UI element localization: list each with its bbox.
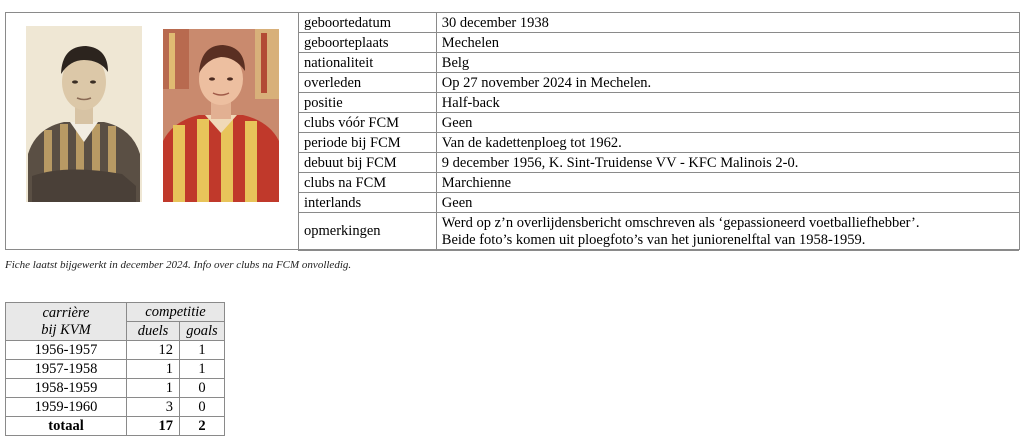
row-value: Geen	[436, 193, 1019, 213]
row-label: debuut bij FCM	[299, 153, 437, 173]
career-table	[5, 302, 225, 436]
profile-table	[298, 13, 1019, 251]
career-header-line-1: carrière	[42, 304, 90, 321]
duels-cell: 1	[127, 360, 180, 379]
career-row	[6, 379, 225, 398]
profile-row-clubs-after	[299, 173, 1020, 193]
row-label: geboortedatum	[299, 13, 437, 33]
profile-row-birthplace	[299, 33, 1020, 53]
profile-row-period	[299, 133, 1020, 153]
row-value: Marchienne	[436, 173, 1019, 193]
season-cell: 1957-1958	[6, 360, 127, 379]
row-label: clubs na FCM	[299, 173, 437, 193]
row-value: 30 december 1938	[436, 13, 1019, 33]
row-value: Op 27 november 2024 in Mechelen.	[436, 73, 1019, 93]
row-label: clubs vóór FCM	[299, 113, 437, 133]
duels-cell: 12	[127, 341, 180, 360]
player-photo-2-image	[163, 29, 279, 202]
row-label: positie	[299, 93, 437, 113]
row-label: interlands	[299, 193, 437, 213]
profile-row-birthdate	[299, 13, 1020, 33]
career-row	[6, 360, 225, 379]
season-cell: 1959-1960	[6, 398, 127, 417]
row-label: nationaliteit	[299, 53, 437, 73]
photo-cell	[6, 13, 299, 249]
profile-row-debut	[299, 153, 1020, 173]
career-header-line-2: bij KVM	[41, 321, 91, 338]
row-label: overleden	[299, 73, 437, 93]
profile-row-nationality	[299, 53, 1020, 73]
row-value: Geen	[436, 113, 1019, 133]
season-cell: 1958-1959	[6, 379, 127, 398]
total-duels: 17	[127, 417, 180, 436]
goals-header: goals	[180, 322, 225, 341]
row-value	[436, 213, 1019, 251]
profile-row-deceased	[299, 73, 1020, 93]
career-row	[6, 398, 225, 417]
player-photo-1-image	[26, 26, 142, 202]
goals-cell: 0	[180, 379, 225, 398]
goals-cell: 1	[180, 341, 225, 360]
row-value: 9 december 1956, K. Sint-Truidense VV - KFC Malinois 2-0.	[436, 153, 1019, 173]
row-value: Van de kadettenploeg tot 1962.	[436, 133, 1019, 153]
profile-row-internationals	[299, 193, 1020, 213]
goals-cell: 0	[180, 398, 225, 417]
total-goals: 2	[180, 417, 225, 436]
goals-cell: 1	[180, 360, 225, 379]
update-footnote: Fiche laatst bijgewerkt in december 2024. Info over clubs na FCM onvolledig.	[5, 259, 352, 271]
duels-cell: 1	[127, 379, 180, 398]
profile-row-position	[299, 93, 1020, 113]
career-header-left	[6, 303, 127, 341]
row-label: geboorteplaats	[299, 33, 437, 53]
career-row	[6, 341, 225, 360]
total-label: totaal	[6, 417, 127, 436]
competition-header: competitie	[127, 303, 225, 322]
player-card	[5, 12, 1020, 250]
row-label: periode bij FCM	[299, 133, 437, 153]
duels-cell: 3	[127, 398, 180, 417]
duels-header: duels	[127, 322, 180, 341]
career-total-row	[6, 417, 225, 436]
remarks-line-2: Beide foto’s komen uit ploegfoto’s van het juniorenelftal van 1958-1959.	[441, 231, 866, 248]
row-label: opmerkingen	[299, 213, 437, 251]
season-cell: 1956-1957	[6, 341, 127, 360]
player-photo-2	[163, 29, 279, 202]
row-value: Half-back	[436, 93, 1019, 113]
row-value: Belg	[436, 53, 1019, 73]
profile-row-remarks	[299, 213, 1020, 251]
row-value: Mechelen	[436, 33, 1019, 53]
profile-row-clubs-before	[299, 113, 1020, 133]
player-photo-1	[26, 26, 142, 202]
remarks-line-1: Werd op z’n overlijdensbericht omschreven als ‘gepassioneerd voetballiefhebber’.	[441, 214, 920, 231]
